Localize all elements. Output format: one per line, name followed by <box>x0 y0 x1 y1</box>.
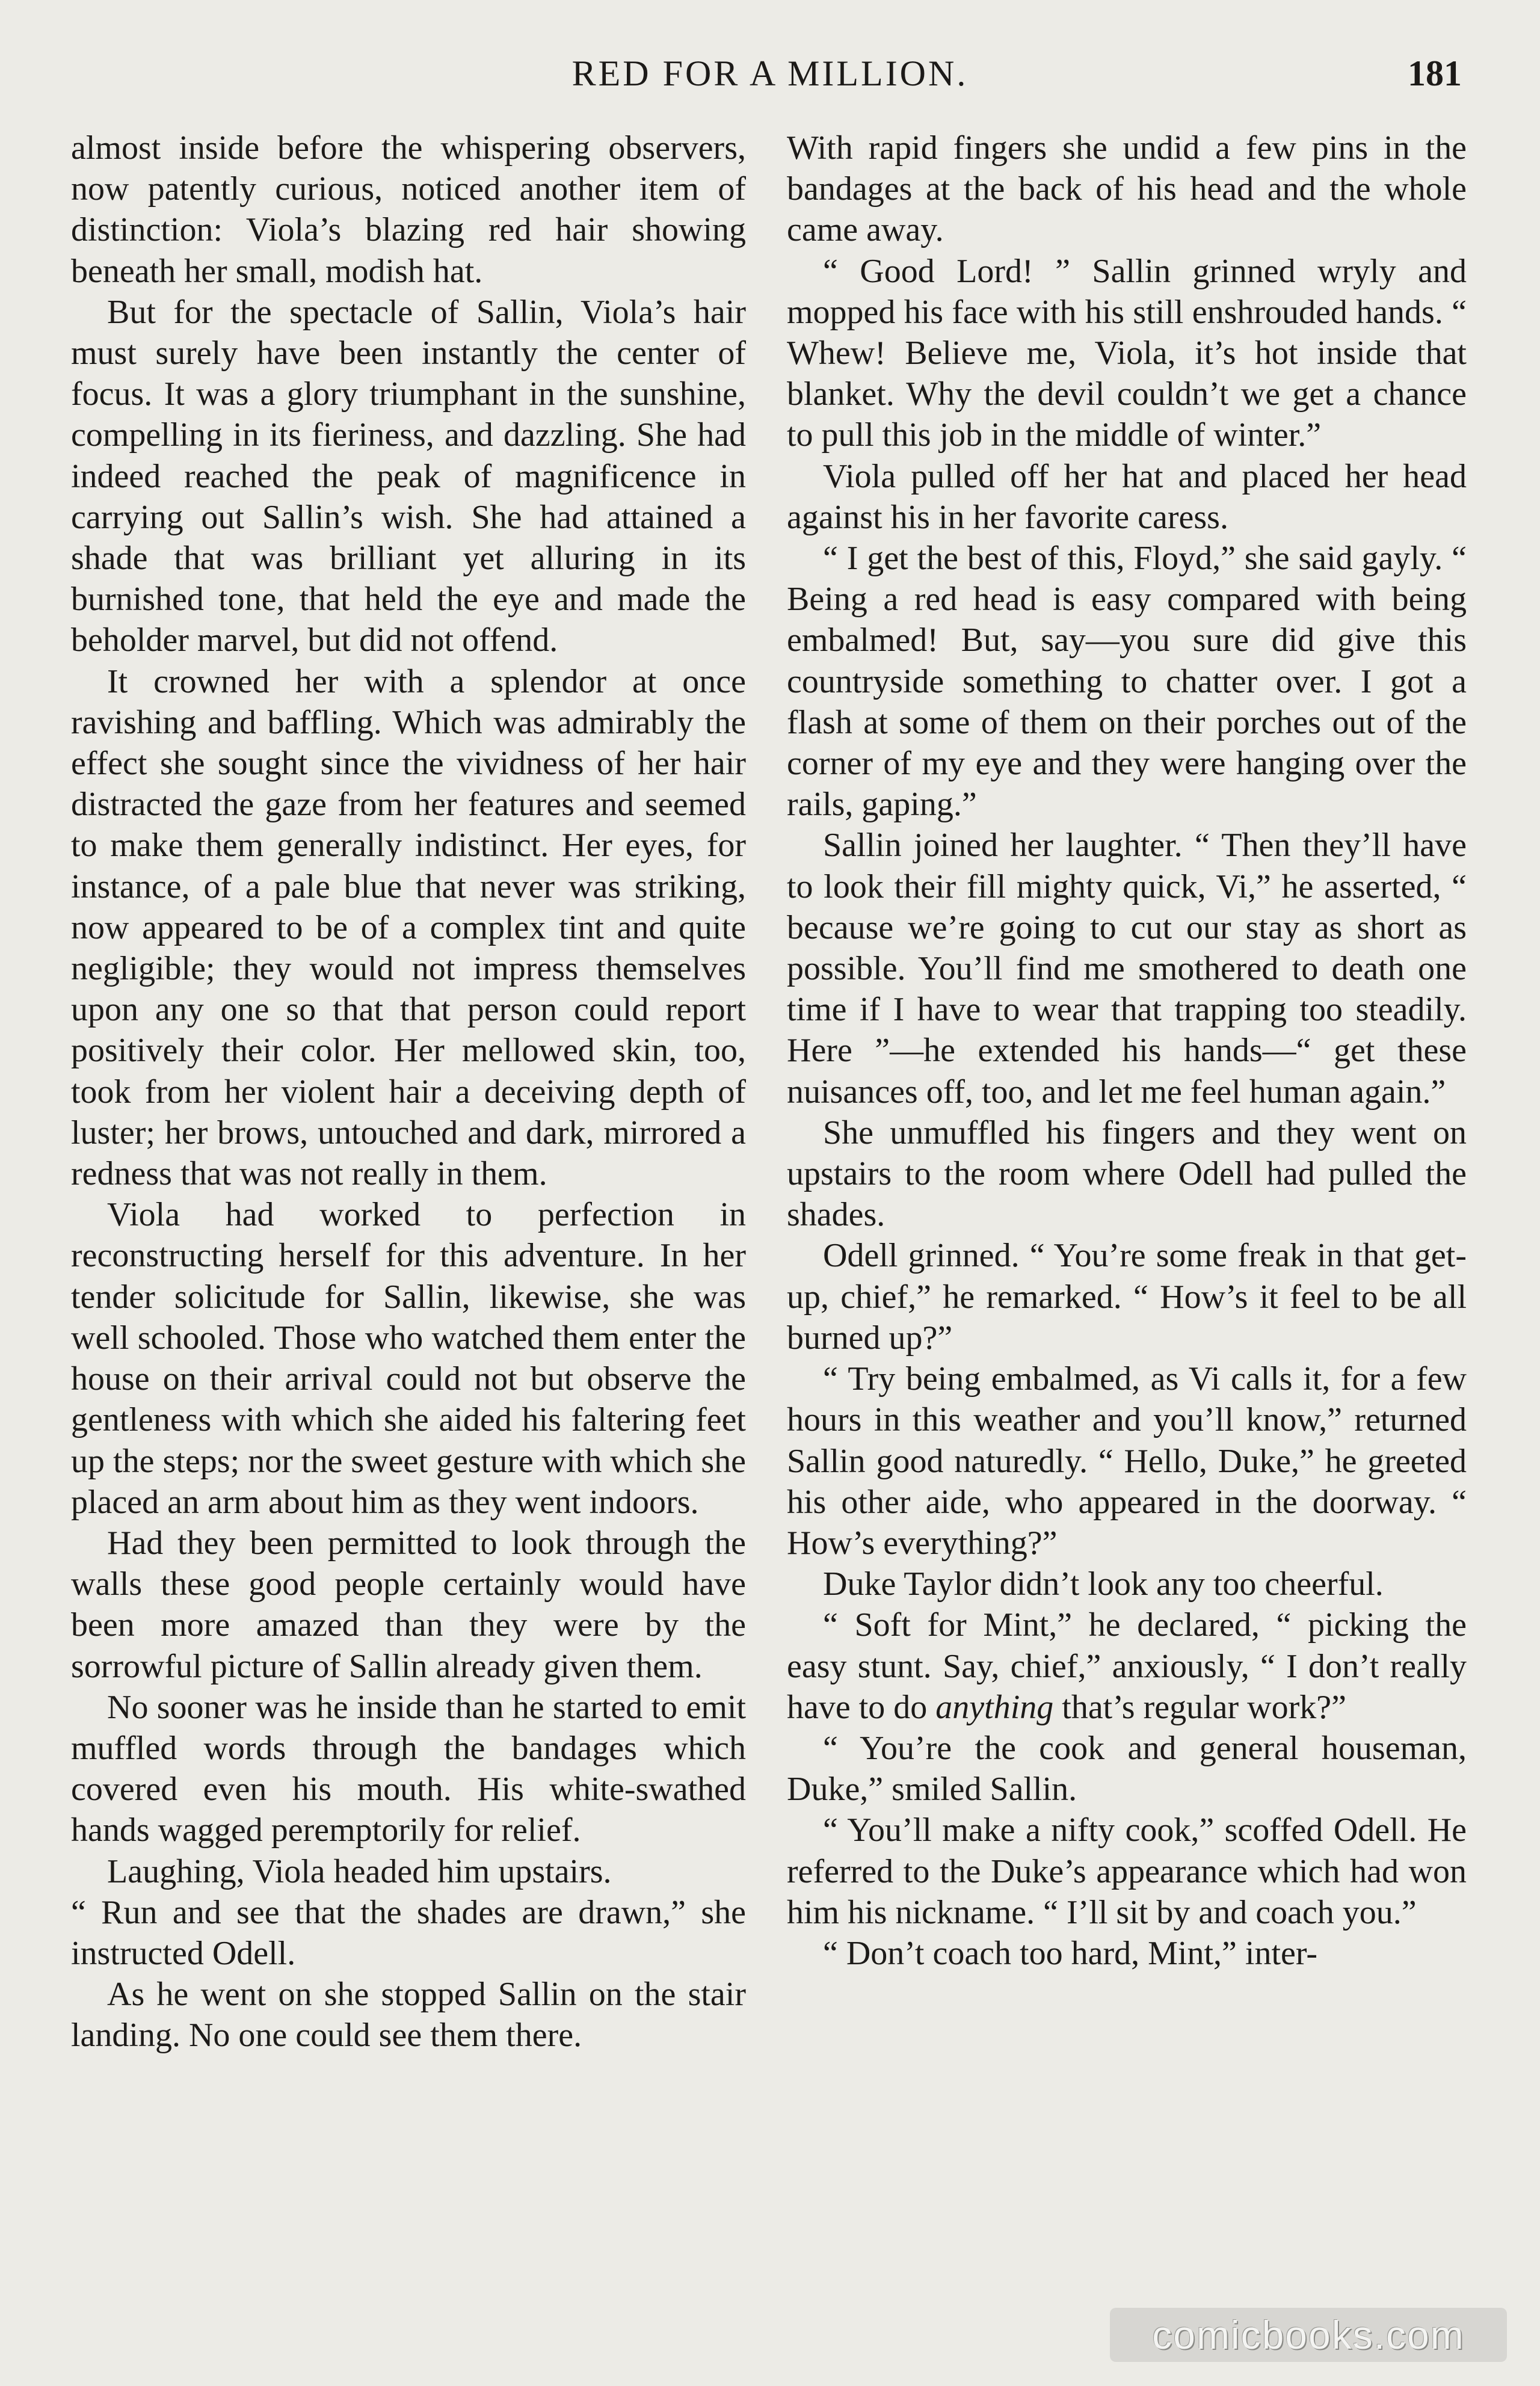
paragraph: Duke Taylor didn’t look any too cheerful. <box>823 1565 1384 1603</box>
paragraph: Laughing, Viola headed him upstairs. <box>107 1852 612 1890</box>
page-header <box>0 53 1540 107</box>
paragraph: “ You’re the cook and general houseman, Duke,” smiled Sallin. <box>787 1729 1467 1808</box>
paragraph: As he went on she stopped Sallin on the stair landing. No one could see them there. <box>71 1976 746 2055</box>
paragraph: But for the spectacle of Sallin, Viola’s hair must surely have been instantly the center of focus. It was a glory triumphant in the sunshine, compelling in its fieriness, and dazzling. She had indeed reached the peak of magnificence in carrying out Sallin’s wish. She had attained a shade that was brilliant yet alluring in its burnished tone, that held the eye and made the beholder marvel, but did not offend. <box>71 293 746 659</box>
paragraph: “ I get the best of this, Floyd,” she said gayly. “ Being a red head is easy compared with being embalmed! But, say—you sure did give this countryside something to chatter over. I got a flash at some of them on their porches out of the corner of my eye and they were hanging over the rails, gaping.” <box>787 540 1467 824</box>
paragraph: Odell grinned. “ You’re some freak in that get-up, chief,” he remarked. “ How’s it feel to be all burned up?” <box>787 1237 1467 1357</box>
paragraph: With rapid fingers she undid a few pins in the bandages at the back of his head and the whole came away. <box>787 129 1467 249</box>
right-column <box>787 128 1467 1974</box>
paragraph: “ Don’t coach too hard, Mint,” inter- <box>823 1934 1318 1972</box>
paragraph: No sooner was he inside than he started to emit muffled words through the bandages which covered even his mouth. His white-swathed hands wagged peremptorily for relief. <box>71 1688 746 1849</box>
emphasis-text: anything <box>935 1688 1054 1726</box>
watermark-logo: comicbooks.com <box>1110 2308 1507 2362</box>
paragraph: “ You’ll make a nifty cook,” scoffed Odell. He referred to the Duke’s appearance which had won him his nickname. “ I’ll sit by and coach you.” <box>787 1811 1467 1931</box>
paragraph: She unmuffled his fingers and they went on upstairs to the room where Odell had pulled the shades. <box>787 1114 1467 1234</box>
paragraph: “ Good Lord! ” Sallin grinned wryly and mopped his face with his still enshrouded hands. “ Whew! Believe me, Viola, it’s hot inside that blanket. Why the devil couldn’t we get a chance to pull this job in the middle of winter.” <box>787 252 1467 454</box>
page-number: 181 <box>1408 54 1462 93</box>
paragraph: Sallin joined her laughter. “ Then they’ll have to look their fill mighty quick, Vi,” he asserted, “ because we’re going to cut our stay as short as possible. You’ll find me smothered to death one time if I have to wear that trapping too steadily. Here ”—he extended his hands—“ get these nuisances off, too, and let me feel human again.” <box>787 827 1467 1111</box>
paragraph: “ Run and see that the shades are drawn,” she instructed Odell. <box>71 1893 746 1972</box>
paragraph: Viola had worked to perfection in reconstructing herself for this adventure. In her tender solicitude for Sallin, likewise, she was well schooled. Those who watched them enter the house on their arrival could not but observe the gentleness with which she aided his faltering feet up the steps; nor the sweet gesture with which she placed an arm about him as they went indoors. <box>71 1196 746 1521</box>
paragraph: almost inside before the whispering observers, now patently curious, noticed another item of distinction: Viola’s blazing red hair showing beneath her small, modish hat. <box>71 129 746 290</box>
paragraph: It crowned her with a splendor at once ravishing and baffling. Which was admirably the effect she sought since the vividness of her hair distracted the gaze from her features and seemed to make them generally indistinct. Her eyes, for instance, of a pale blue that never was striking, now appeared to be of a complex tint and quite negligible; they would not impress themselves upon any one so that that person could report positively their color. Her mellowed skin, too, took from her violent hair a deceiving depth of luster; her brows, untouched and dark, mirrored a redness that was not really in them. <box>71 662 746 1193</box>
paragraph: “ Try being embalmed, as Vi calls it, for a few hours in this weather and you’ll know,” returned Sallin good naturedly. “ Hello, Duke,” he greeted his other aide, who appeared in the doorway. “ How’s everything?” <box>787 1360 1467 1562</box>
paragraph: Viola pulled off her hat and placed her head against his in her favorite caress. <box>787 457 1467 536</box>
paragraph: “ Soft for Mint,” he declared, “ picking the easy stunt. Say, chief,” anxiously, “ I don’t really have to do anything that’s regular work?” <box>787 1606 1467 1726</box>
paragraph: Had they been permitted to look through the walls these good people certainly would have been more amazed than they were by the sorrowful picture of Sallin already given them. <box>71 1524 746 1685</box>
running-title: RED FOR A MILLION. <box>571 54 969 93</box>
left-column <box>71 128 746 2056</box>
